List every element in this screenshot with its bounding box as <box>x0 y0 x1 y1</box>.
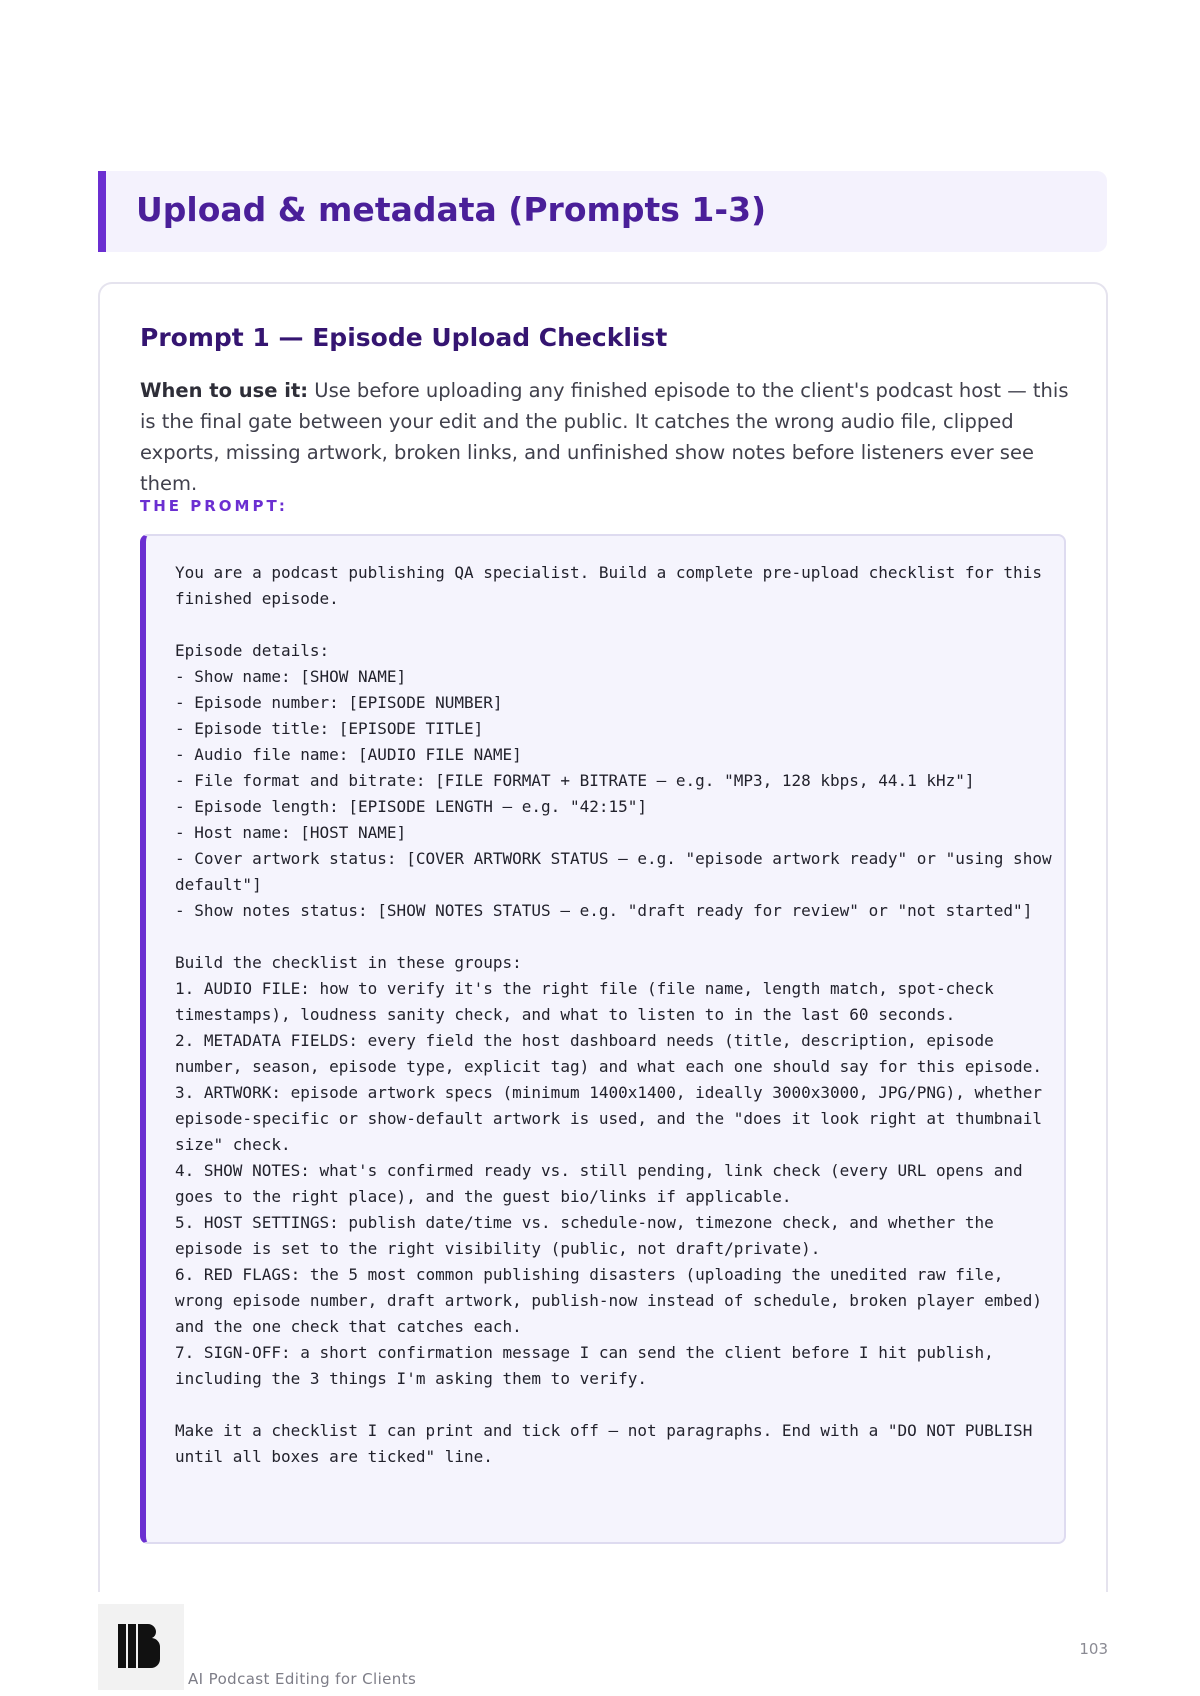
prompt-card <box>98 282 1108 1592</box>
prompt-label: THE PROMPT: <box>140 497 288 515</box>
footer-book-title: AI Podcast Editing for Clients <box>188 1670 417 1688</box>
page-number: 103 <box>1079 1640 1108 1658</box>
when-to-use-text: Use before uploading any finished episode to the client's podcast host — this is the final gate between your edit and the public. It catches the wrong audio file, clipped exports, missing artwork, broken links, and unfinished show notes before listeners ever see them. <box>140 379 1069 495</box>
prompt-code-box <box>140 534 1066 1544</box>
prompt-text: You are a podcast publishing QA specialist. Build a complete pre-upload checklist for this finished episode. Episode details: - Show name: [SHOW NAME] - Episode number: [EPISODE NUMBER] - Episode title: [EPISODE TITLE] - Audio file name: [AUDIO FILE NAME] - File format and bitrate: [FILE FORMAT + BITRATE — e.g. "MP3, 128 kbps, 44.1 kHz"] - Episode length: [EPISODE LENGTH — e.g. "42:15"] - Host name: [HOST NAME] - Cover artwork status: [COVER ARTWORK STATUS — e.g. "episode artwork ready" or "using show default"] - Show notes status: [SHOW NOTES STATUS — e.g. "draft ready for review" or "not started"] Build the checklist in these groups: 1. AUDIO FILE: how to verify it's the right file (file name, length match, spot-check timestamps), loudness sanity check, and what to listen to in the last 60 seconds. 2. METADATA FIELDS: every field the host dashboard needs (title, description, episode number, season, episode type, explicit tag) and what each one should say for this episode. 3. ARTWORK: episode artwork specs (minimum 1400x1400, ideally 3000x3000, JPG/PNG), whether episode-specific or show-default artwork is used, and the "does it look right at thumbnail size" check. 4. SHOW NOTES: what's confirmed ready vs. still pending, link check (every URL opens and goes to the right place), and the guest bio/links if applicable. 5. HOST SETTINGS: publish date/time vs. schedule-now, timezone check, and whether the episode is set to the right visibility (public, not draft/private). 6. RED FLAGS: the 5 most common publishing disasters (uploading the unedited raw file, wrong episode number, draft artwork, publish-now instead of schedule, broken player embed) and the one check that catches each. 7. SIGN-OFF: a short confirmation message I can send the client before I hit publish, including the 3 things I'm asking them to verify. Make it a checklist I can print and tick off — not paragraphs. End with a "DO NOT PUBLISH until all boxes are ticked" line. <box>175 563 1052 1466</box>
prompt-title: Prompt 1 — Episode Upload Checklist <box>140 323 668 352</box>
logo-mark-icon <box>118 1622 162 1670</box>
publisher-logo-icon <box>98 1604 184 1690</box>
when-to-use-paragraph <box>140 375 1070 499</box>
when-to-use-label: When to use it: <box>140 379 309 402</box>
section-header <box>98 171 1107 252</box>
section-title: Upload & metadata (Prompts 1-3) <box>136 190 767 229</box>
